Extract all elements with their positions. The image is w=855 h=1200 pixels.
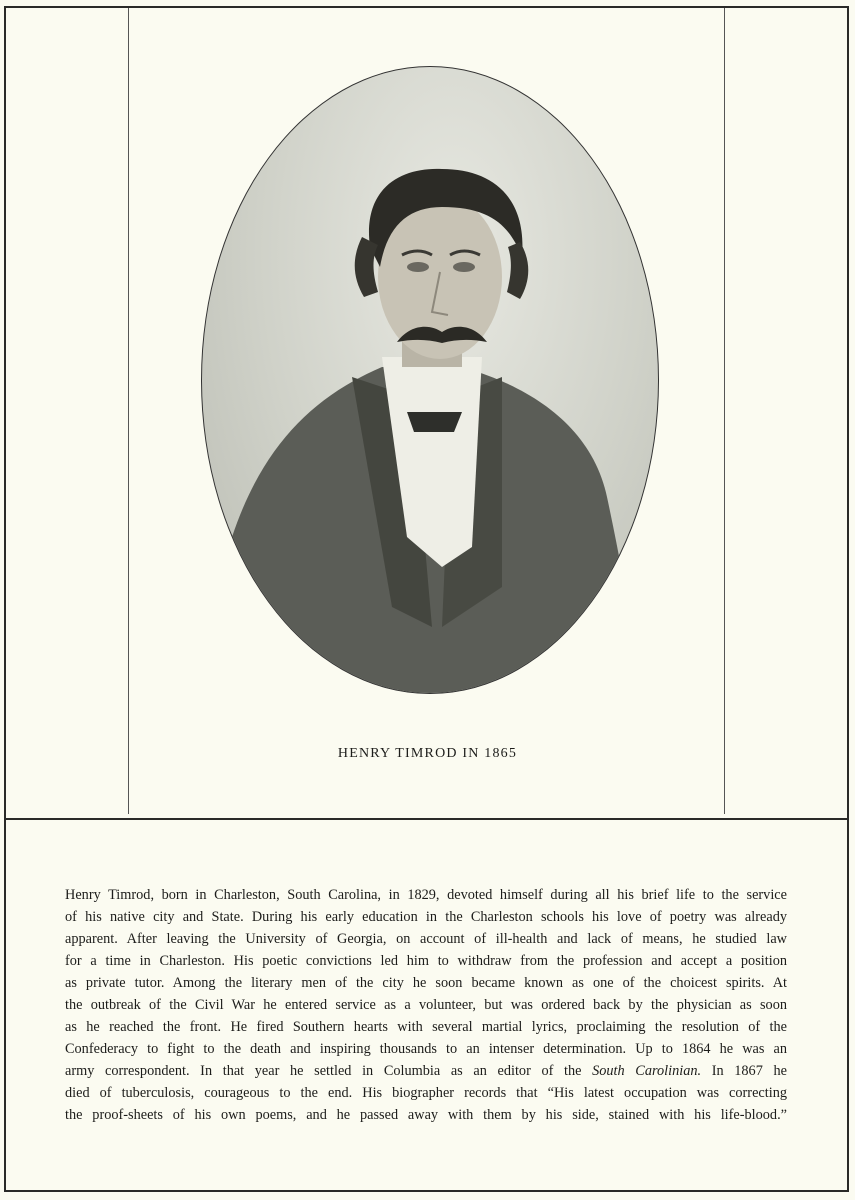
bio-line: for a time in Charleston. His poetic convictions led him to withdraw from the profession and accept a position [65, 953, 787, 969]
bio-line: apparent. After leaving the University of Georgia, on account of ill-health and lack of means, he studied law [65, 931, 787, 947]
bio-line: as private tutor. Among the literary men of the city he soon became known as one of the choicest spirits. At [65, 975, 787, 991]
bio-line: died of tuberculosis, courageous to the end. His biographer records that “His latest occupation was correcting [65, 1085, 787, 1101]
bio-line: Henry Timrod, born in Charleston, South Carolina, in 1829, devoted himself during all his brief life to the service [65, 887, 787, 903]
bio-line [65, 1060, 787, 1082]
bio-text: In 1867 he [701, 1063, 787, 1079]
section-divider [6, 818, 847, 820]
bio-line: of his native city and State. During his early education in the Charleston schools his love of poetry was already [65, 909, 787, 925]
portrait-photo [201, 66, 659, 694]
biography-paragraph [65, 884, 787, 1126]
right-rule [724, 8, 725, 814]
portrait-illustration [202, 67, 658, 693]
newspaper-title: South Carolinian. [592, 1063, 702, 1079]
bio-text: army correspondent. In that year he settled in Columbia as an editor of the [65, 1063, 593, 1079]
bio-line: the proof-sheets of his own poems, and he passed away with them by his side, stained with his life-blood.” [65, 1107, 787, 1123]
bio-line: the outbreak of the Civil War he entered service as a volunteer, but was ordered back by the physician as soon [65, 997, 787, 1013]
left-rule [128, 8, 129, 814]
bio-line: as he reached the front. He fired Southern hearts with several martial lyrics, proclaiming the resolution of the [65, 1019, 787, 1035]
figure-caption: HENRY TIMROD IN 1865 [337, 746, 518, 761]
bio-line: Confederacy to fight to the death and inspiring thousands to an intenser determination. Up to 1864 he was an [65, 1041, 787, 1057]
